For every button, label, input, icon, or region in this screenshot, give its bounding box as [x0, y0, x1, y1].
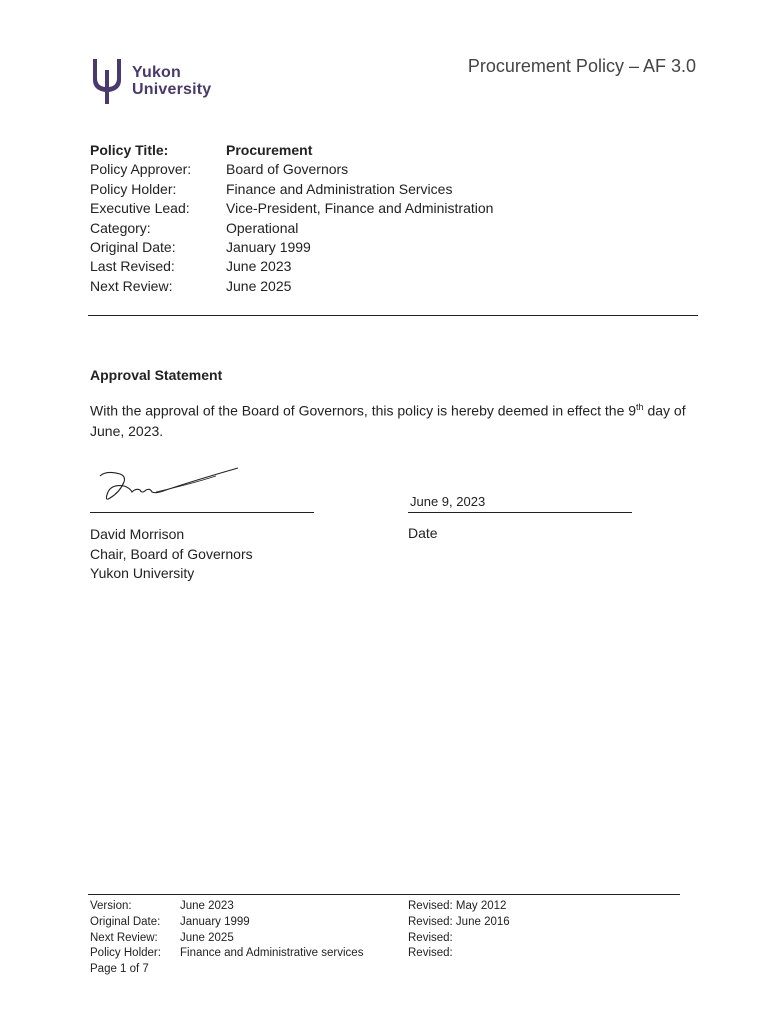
meta-value: June 2025	[226, 277, 292, 294]
meta-label: Original Date:	[90, 239, 176, 256]
footer-row	[90, 931, 363, 947]
footer-divider	[88, 894, 680, 895]
document-title: Procurement Policy – AF 3.0	[467, 56, 696, 76]
meta-row	[90, 277, 493, 296]
signer-block	[90, 525, 253, 584]
meta-value: Finance and Administration Services	[226, 180, 453, 197]
meta-label: Policy Holder:	[90, 180, 177, 197]
yukon-university-logo	[90, 56, 215, 108]
page-number: Page 1 of 7	[90, 963, 149, 976]
signer-title: Chair, Board of Governors	[90, 545, 253, 562]
footer-label: Version:	[90, 900, 132, 912]
revision-entry: Revised:	[408, 947, 453, 960]
logo-mark-icon	[90, 56, 124, 106]
footer-row	[90, 915, 363, 931]
meta-row	[90, 219, 493, 238]
meta-row	[90, 238, 493, 257]
meta-value: Vice-President, Finance and Administration	[226, 200, 494, 217]
revision-entry: Revised:	[408, 931, 453, 944]
meta-row	[90, 180, 493, 199]
revision-entry: Revised: June 2016	[408, 915, 510, 928]
revision-entry: Revised: May 2012	[408, 900, 507, 912]
footer-row	[90, 946, 363, 962]
signed-date: June 9, 2023	[410, 494, 486, 509]
meta-value: January 1999	[226, 239, 311, 256]
meta-label: Category:	[90, 219, 151, 236]
meta-row	[90, 199, 493, 218]
meta-value: Operational	[226, 219, 299, 236]
signer-name: David Morrison	[90, 526, 185, 542]
date-line	[408, 512, 632, 513]
meta-label: Last Revised:	[90, 258, 175, 275]
signature-line	[90, 512, 314, 513]
footer-left	[90, 899, 363, 978]
meta-row	[90, 160, 493, 179]
footer-label: Next Review:	[90, 931, 158, 944]
footer-revisions	[408, 899, 510, 962]
date-label: Date	[408, 525, 438, 541]
meta-label: Executive Lead:	[90, 200, 190, 217]
meta-value: Procurement	[226, 142, 313, 158]
meta-label: Next Review:	[90, 277, 173, 294]
footer-label: Original Date:	[90, 915, 161, 928]
footer-label: Policy Holder:	[90, 947, 161, 960]
policy-metadata	[90, 141, 493, 296]
meta-row	[90, 257, 493, 276]
signer-organization: Yukon University	[90, 565, 195, 582]
approval-heading: Approval Statement	[90, 367, 223, 383]
meta-value: June 2023	[226, 258, 292, 275]
section-divider	[88, 315, 698, 316]
approval-statement: With the approval of the Board of Governors, this policy is hereby deemed in effect the 9th day of June, 2023.	[90, 402, 686, 439]
meta-row	[90, 141, 493, 160]
meta-label: Policy Title:	[90, 142, 169, 158]
footer-value: June 2023	[180, 900, 234, 912]
footer-value: January 1999	[180, 915, 250, 928]
footer-value: Finance and Administrative services	[180, 947, 364, 960]
footer-value: June 2025	[180, 931, 234, 944]
footer-row	[90, 899, 363, 915]
logo-text: Yukon University	[132, 64, 212, 98]
meta-value: Board of Governors	[226, 161, 349, 178]
signature-image	[96, 462, 246, 508]
meta-label: Policy Approver:	[90, 161, 192, 178]
